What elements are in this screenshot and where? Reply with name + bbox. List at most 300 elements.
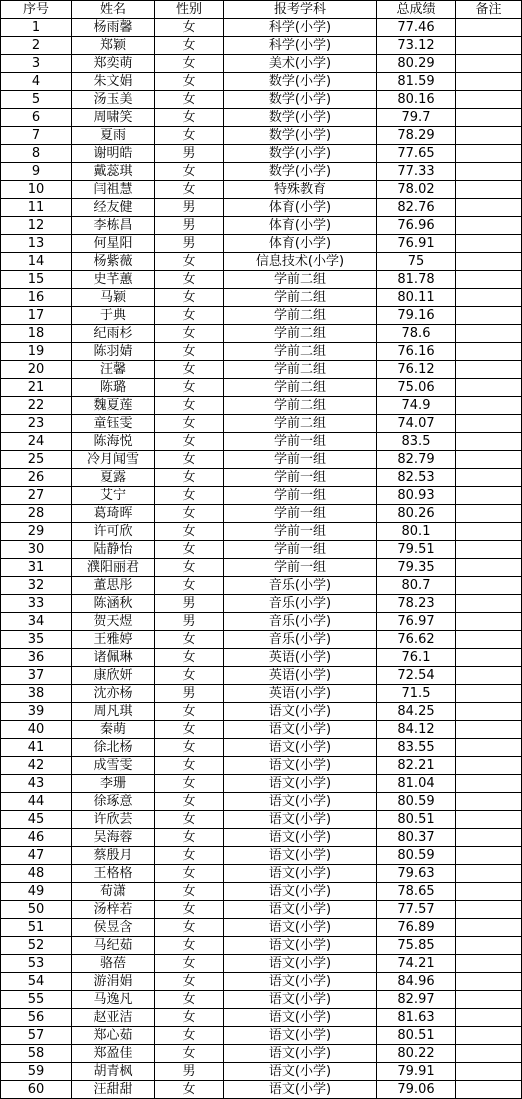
cell-remark [456, 649, 522, 667]
cell-score: 81.78 [377, 271, 456, 289]
cell-remark [456, 721, 522, 739]
cell-index: 13 [1, 235, 72, 253]
cell-subject: 语文(小学) [224, 865, 377, 883]
cell-index: 24 [1, 433, 72, 451]
cell-index: 14 [1, 253, 72, 271]
cell-name: 骆蓓 [72, 955, 155, 973]
cell-index: 49 [1, 883, 72, 901]
cell-index: 28 [1, 505, 72, 523]
cell-subject: 学前一组 [224, 559, 377, 577]
cell-gender: 女 [155, 127, 224, 145]
cell-score: 76.62 [377, 631, 456, 649]
cell-score: 80.29 [377, 55, 456, 73]
cell-score: 75.06 [377, 379, 456, 397]
cell-remark [456, 199, 522, 217]
cell-gender: 女 [155, 451, 224, 469]
cell-remark [456, 181, 522, 199]
cell-gender: 女 [155, 307, 224, 325]
cell-subject: 学前一组 [224, 487, 377, 505]
cell-name: 汤玉美 [72, 91, 155, 109]
cell-subject: 学前一组 [224, 469, 377, 487]
cell-score: 80.51 [377, 811, 456, 829]
cell-name: 史芊蕙 [72, 271, 155, 289]
cell-name: 闫祖慧 [72, 181, 155, 199]
table-row [1, 865, 522, 883]
cell-index: 43 [1, 775, 72, 793]
table-row [1, 181, 522, 199]
table-row [1, 397, 522, 415]
cell-subject: 美术(小学) [224, 55, 377, 73]
cell-name: 王雅婷 [72, 631, 155, 649]
table-row [1, 991, 522, 1009]
cell-subject: 语文(小学) [224, 937, 377, 955]
table-row [1, 739, 522, 757]
cell-subject: 特殊教育 [224, 181, 377, 199]
cell-index: 16 [1, 289, 72, 307]
cell-name: 胡青枫 [72, 1063, 155, 1081]
cell-remark [456, 19, 522, 37]
cell-gender: 女 [155, 379, 224, 397]
table-row [1, 559, 522, 577]
cell-remark [456, 307, 522, 325]
cell-remark [456, 1027, 522, 1045]
cell-index: 60 [1, 1081, 72, 1099]
cell-subject: 语文(小学) [224, 883, 377, 901]
cell-score: 80.51 [377, 1027, 456, 1045]
cell-score: 71.5 [377, 685, 456, 703]
cell-remark [456, 613, 522, 631]
cell-index: 8 [1, 145, 72, 163]
table-row [1, 343, 522, 361]
table-row [1, 235, 522, 253]
cell-score: 80.11 [377, 289, 456, 307]
cell-gender: 女 [155, 91, 224, 109]
cell-name: 游涓娟 [72, 973, 155, 991]
cell-name: 诸佩琳 [72, 649, 155, 667]
column-header-name: 姓名 [72, 1, 155, 19]
cell-gender: 女 [155, 1081, 224, 1099]
cell-gender: 女 [155, 73, 224, 91]
cell-remark [456, 829, 522, 847]
cell-name: 谢明皓 [72, 145, 155, 163]
cell-score: 79.35 [377, 559, 456, 577]
cell-name: 郑奕萌 [72, 55, 155, 73]
cell-score: 79.06 [377, 1081, 456, 1099]
cell-subject: 学前二组 [224, 307, 377, 325]
cell-name: 何星阳 [72, 235, 155, 253]
cell-gender: 女 [155, 289, 224, 307]
cell-remark [456, 271, 522, 289]
cell-index: 25 [1, 451, 72, 469]
cell-score: 74.9 [377, 397, 456, 415]
cell-score: 72.54 [377, 667, 456, 685]
cell-index: 30 [1, 541, 72, 559]
cell-subject: 语文(小学) [224, 1081, 377, 1099]
cell-index: 56 [1, 1009, 72, 1027]
cell-index: 42 [1, 757, 72, 775]
cell-score: 77.33 [377, 163, 456, 181]
cell-score: 83.5 [377, 433, 456, 451]
cell-name: 赵亚洁 [72, 1009, 155, 1027]
cell-remark [456, 163, 522, 181]
cell-name: 秦萌 [72, 721, 155, 739]
cell-remark [456, 559, 522, 577]
cell-gender: 女 [155, 1045, 224, 1063]
cell-name: 于典 [72, 307, 155, 325]
table-row [1, 955, 522, 973]
cell-name: 汤梓若 [72, 901, 155, 919]
table-row [1, 487, 522, 505]
cell-remark [456, 415, 522, 433]
cell-remark [456, 541, 522, 559]
cell-gender: 女 [155, 937, 224, 955]
table-row [1, 55, 522, 73]
cell-score: 80.16 [377, 91, 456, 109]
table-row [1, 649, 522, 667]
table-row [1, 685, 522, 703]
cell-subject: 语文(小学) [224, 703, 377, 721]
cell-score: 75.85 [377, 937, 456, 955]
cell-subject: 语文(小学) [224, 1045, 377, 1063]
table-row [1, 631, 522, 649]
cell-index: 20 [1, 361, 72, 379]
cell-score: 76.1 [377, 649, 456, 667]
cell-index: 4 [1, 73, 72, 91]
cell-index: 27 [1, 487, 72, 505]
cell-name: 纪雨杉 [72, 325, 155, 343]
cell-gender: 女 [155, 631, 224, 649]
cell-remark [456, 973, 522, 991]
cell-remark [456, 847, 522, 865]
cell-index: 15 [1, 271, 72, 289]
cell-remark [456, 757, 522, 775]
table-row [1, 667, 522, 685]
cell-remark [456, 523, 522, 541]
cell-remark [456, 1081, 522, 1099]
cell-index: 6 [1, 109, 72, 127]
cell-name: 濮阳丽君 [72, 559, 155, 577]
cell-index: 12 [1, 217, 72, 235]
cell-subject: 语文(小学) [224, 991, 377, 1009]
cell-score: 80.7 [377, 577, 456, 595]
cell-score: 80.93 [377, 487, 456, 505]
cell-score: 80.1 [377, 523, 456, 541]
cell-score: 80.59 [377, 847, 456, 865]
cell-name: 徐琢意 [72, 793, 155, 811]
cell-name: 郑盈佳 [72, 1045, 155, 1063]
cell-index: 22 [1, 397, 72, 415]
cell-name: 沈亦杨 [72, 685, 155, 703]
cell-gender: 女 [155, 739, 224, 757]
cell-score: 78.23 [377, 595, 456, 613]
cell-gender: 女 [155, 721, 224, 739]
cell-index: 48 [1, 865, 72, 883]
cell-subject: 语文(小学) [224, 1063, 377, 1081]
cell-index: 52 [1, 937, 72, 955]
cell-gender: 女 [155, 703, 224, 721]
cell-gender: 女 [155, 19, 224, 37]
table-row [1, 901, 522, 919]
cell-gender: 女 [155, 901, 224, 919]
cell-score: 77.65 [377, 145, 456, 163]
cell-name: 侯昱含 [72, 919, 155, 937]
cell-index: 3 [1, 55, 72, 73]
cell-gender: 男 [155, 685, 224, 703]
table-row [1, 1081, 522, 1099]
cell-gender: 女 [155, 955, 224, 973]
cell-gender: 女 [155, 829, 224, 847]
cell-gender: 女 [155, 109, 224, 127]
table-row [1, 289, 522, 307]
table-row [1, 793, 522, 811]
cell-name: 陈涵秋 [72, 595, 155, 613]
cell-gender: 女 [155, 559, 224, 577]
cell-remark [456, 451, 522, 469]
cell-score: 82.76 [377, 199, 456, 217]
cell-remark [456, 433, 522, 451]
cell-gender: 女 [155, 811, 224, 829]
cell-subject: 语文(小学) [224, 847, 377, 865]
cell-score: 76.16 [377, 343, 456, 361]
cell-subject: 体育(小学) [224, 217, 377, 235]
cell-subject: 数学(小学) [224, 163, 377, 181]
cell-index: 37 [1, 667, 72, 685]
cell-index: 53 [1, 955, 72, 973]
cell-score: 80.22 [377, 1045, 456, 1063]
cell-gender: 女 [155, 793, 224, 811]
cell-name: 李珊 [72, 775, 155, 793]
table-row [1, 433, 522, 451]
cell-subject: 语文(小学) [224, 739, 377, 757]
table-row [1, 73, 522, 91]
cell-name: 康欣妍 [72, 667, 155, 685]
cell-subject: 学前一组 [224, 541, 377, 559]
table-row [1, 541, 522, 559]
cell-subject: 语文(小学) [224, 973, 377, 991]
cell-name: 冷月闻雪 [72, 451, 155, 469]
cell-score: 82.53 [377, 469, 456, 487]
cell-index: 7 [1, 127, 72, 145]
table-row [1, 775, 522, 793]
cell-score: 77.46 [377, 19, 456, 37]
cell-subject: 英语(小学) [224, 649, 377, 667]
table-row [1, 145, 522, 163]
cell-name: 马逸凡 [72, 991, 155, 1009]
cell-gender: 女 [155, 505, 224, 523]
cell-subject: 信息技术(小学) [224, 253, 377, 271]
cell-remark [456, 55, 522, 73]
cell-subject: 学前二组 [224, 415, 377, 433]
cell-score: 81.04 [377, 775, 456, 793]
cell-subject: 学前一组 [224, 433, 377, 451]
cell-name: 杨雨馨 [72, 19, 155, 37]
table-row [1, 847, 522, 865]
cell-score: 80.26 [377, 505, 456, 523]
cell-gender: 女 [155, 325, 224, 343]
cell-index: 58 [1, 1045, 72, 1063]
column-header-remark: 备注 [456, 1, 522, 19]
cell-score: 76.96 [377, 217, 456, 235]
cell-gender: 女 [155, 487, 224, 505]
cell-remark [456, 487, 522, 505]
cell-score: 78.29 [377, 127, 456, 145]
cell-subject: 语文(小学) [224, 811, 377, 829]
cell-remark [456, 235, 522, 253]
cell-gender: 女 [155, 415, 224, 433]
cell-index: 51 [1, 919, 72, 937]
cell-gender: 女 [155, 847, 224, 865]
table-row [1, 1027, 522, 1045]
cell-gender: 女 [155, 433, 224, 451]
cell-subject: 音乐(小学) [224, 595, 377, 613]
cell-remark [456, 217, 522, 235]
table-row [1, 811, 522, 829]
cell-name: 戴蕊琪 [72, 163, 155, 181]
cell-index: 18 [1, 325, 72, 343]
cell-remark [456, 325, 522, 343]
cell-subject: 学前一组 [224, 451, 377, 469]
cell-index: 29 [1, 523, 72, 541]
cell-subject: 学前二组 [224, 289, 377, 307]
cell-index: 2 [1, 37, 72, 55]
cell-gender: 女 [155, 1009, 224, 1027]
cell-remark [456, 937, 522, 955]
cell-remark [456, 145, 522, 163]
cell-subject: 音乐(小学) [224, 631, 377, 649]
table-row [1, 127, 522, 145]
cell-index: 47 [1, 847, 72, 865]
cell-gender: 男 [155, 217, 224, 235]
cell-name: 荀潇 [72, 883, 155, 901]
cell-index: 55 [1, 991, 72, 1009]
cell-remark [456, 919, 522, 937]
cell-name: 吴海蓉 [72, 829, 155, 847]
table-row [1, 613, 522, 631]
cell-score: 78.02 [377, 181, 456, 199]
cell-subject: 语文(小学) [224, 901, 377, 919]
cell-remark [456, 127, 522, 145]
cell-score: 82.79 [377, 451, 456, 469]
table-row [1, 523, 522, 541]
cell-subject: 语文(小学) [224, 775, 377, 793]
cell-score: 79.16 [377, 307, 456, 325]
table-row [1, 91, 522, 109]
table-row [1, 217, 522, 235]
cell-name: 艾宁 [72, 487, 155, 505]
cell-index: 34 [1, 613, 72, 631]
cell-name: 贺天煜 [72, 613, 155, 631]
table-header [1, 1, 522, 19]
cell-index: 17 [1, 307, 72, 325]
cell-index: 31 [1, 559, 72, 577]
cell-index: 26 [1, 469, 72, 487]
cell-gender: 女 [155, 775, 224, 793]
cell-name: 陈璐 [72, 379, 155, 397]
cell-index: 50 [1, 901, 72, 919]
table-body [1, 19, 522, 1099]
cell-index: 44 [1, 793, 72, 811]
cell-remark [456, 1063, 522, 1081]
table-row [1, 37, 522, 55]
cell-name: 徐北杨 [72, 739, 155, 757]
cell-gender: 女 [155, 37, 224, 55]
cell-remark [456, 595, 522, 613]
cell-score: 84.12 [377, 721, 456, 739]
table-row [1, 721, 522, 739]
cell-subject: 语文(小学) [224, 1009, 377, 1027]
cell-score: 79.7 [377, 109, 456, 127]
cell-remark [456, 955, 522, 973]
column-header-subject: 报考学科 [224, 1, 377, 19]
cell-subject: 语文(小学) [224, 955, 377, 973]
cell-index: 9 [1, 163, 72, 181]
cell-gender: 男 [155, 613, 224, 631]
cell-gender: 男 [155, 235, 224, 253]
cell-remark [456, 73, 522, 91]
cell-index: 21 [1, 379, 72, 397]
cell-score: 82.21 [377, 757, 456, 775]
cell-gender: 女 [155, 541, 224, 559]
cell-gender: 女 [155, 163, 224, 181]
cell-remark [456, 397, 522, 415]
cell-remark [456, 793, 522, 811]
cell-remark [456, 865, 522, 883]
cell-index: 45 [1, 811, 72, 829]
cell-subject: 语文(小学) [224, 829, 377, 847]
cell-remark [456, 577, 522, 595]
cell-name: 许欣芸 [72, 811, 155, 829]
cell-subject: 学前二组 [224, 271, 377, 289]
cell-index: 11 [1, 199, 72, 217]
cell-index: 10 [1, 181, 72, 199]
cell-score: 76.89 [377, 919, 456, 937]
cell-name: 经友健 [72, 199, 155, 217]
table-row [1, 1063, 522, 1081]
cell-index: 54 [1, 973, 72, 991]
cell-gender: 男 [155, 145, 224, 163]
cell-index: 38 [1, 685, 72, 703]
table-row [1, 505, 522, 523]
table-row [1, 919, 522, 937]
table-row [1, 415, 522, 433]
cell-remark [456, 685, 522, 703]
cell-remark [456, 505, 522, 523]
cell-subject: 音乐(小学) [224, 577, 377, 595]
cell-gender: 女 [155, 361, 224, 379]
table-row [1, 379, 522, 397]
cell-score: 76.12 [377, 361, 456, 379]
table-row [1, 109, 522, 127]
cell-index: 5 [1, 91, 72, 109]
cell-remark [456, 289, 522, 307]
cell-subject: 科学(小学) [224, 37, 377, 55]
cell-index: 57 [1, 1027, 72, 1045]
cell-name: 汪馨 [72, 361, 155, 379]
cell-score: 79.63 [377, 865, 456, 883]
cell-name: 童钰雯 [72, 415, 155, 433]
table-row [1, 199, 522, 217]
cell-remark [456, 883, 522, 901]
cell-score: 82.97 [377, 991, 456, 1009]
table-row [1, 271, 522, 289]
cell-name: 杨紫薇 [72, 253, 155, 271]
cell-name: 陆静怡 [72, 541, 155, 559]
table-row [1, 361, 522, 379]
cell-score: 78.6 [377, 325, 456, 343]
cell-subject: 语文(小学) [224, 793, 377, 811]
cell-name: 周凡琪 [72, 703, 155, 721]
cell-subject: 语文(小学) [224, 919, 377, 937]
